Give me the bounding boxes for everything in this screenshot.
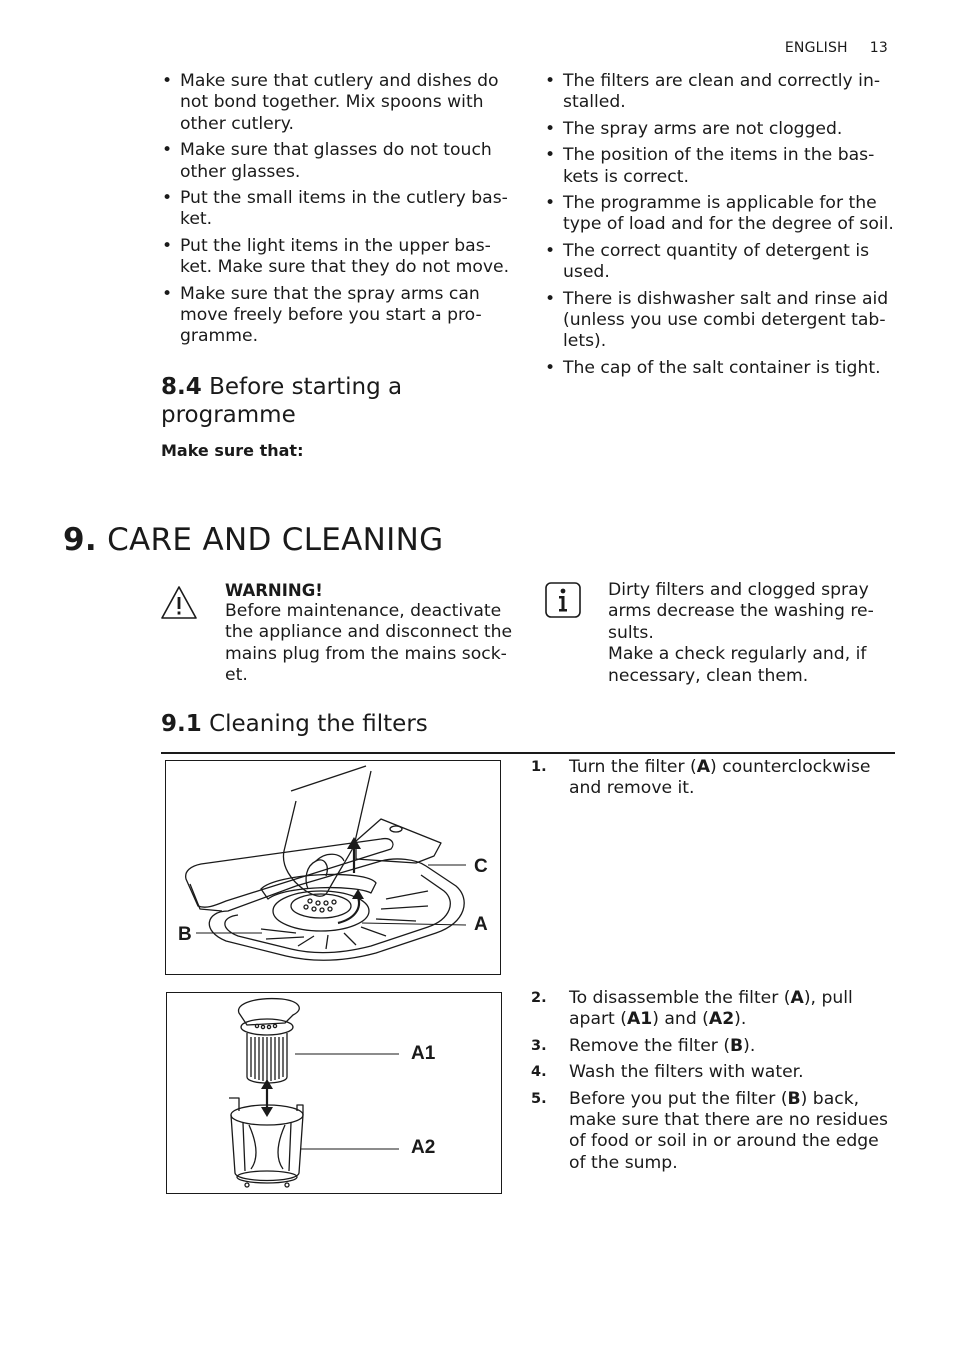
section-title: Before starting a programme [161, 374, 403, 428]
section-8-4-heading [161, 373, 501, 429]
list-item: • Put the small items in the cutlery bas- ket. [161, 188, 511, 231]
warning-text: Before maintenance, deactivate the appliance and disconnect the mains plug from the mains sock- et. [225, 601, 513, 686]
step-text: To disassemble the filter ( [569, 988, 791, 1008]
step-text: Wash the filters with water. [569, 1062, 804, 1083]
right-bullet-list [544, 71, 896, 379]
left-bullet-list [161, 71, 511, 348]
list-item: • The position of the items in the bas- kets is correct. [544, 145, 896, 188]
list-item: • The cap of the salt container is tight. [544, 358, 896, 379]
warning-icon [160, 585, 198, 621]
step-number: 2. [531, 990, 547, 1006]
label-a2: A2 [411, 1137, 436, 1158]
section-8-4-subheading: Make sure that: [161, 441, 304, 460]
step-item [531, 1036, 891, 1057]
page-number: 13 [869, 40, 888, 56]
step-number: 3. [531, 1037, 547, 1054]
step-ref: A [790, 988, 804, 1008]
step-text: ). [743, 1035, 756, 1056]
step-text: Remove the filter ( [569, 1035, 731, 1056]
chapter-title: CARE AND CLEANING [107, 522, 444, 558]
figure-filter-removal [165, 760, 501, 975]
list-item: • The filters are clean and correctly in- stalled. [544, 71, 896, 114]
step-text: ). [734, 1009, 747, 1030]
list-item: • The programme is applicable for the type of load and for the degree of soil. [544, 193, 896, 236]
label-a1: A1 [411, 1043, 436, 1064]
list-item: • There is dishwasher salt and rinse aid (unless you use combi detergent tab- lets). [544, 289, 896, 353]
list-item: • Make sure that glasses do not touch other glasses. [161, 140, 511, 183]
list-item: • The spray arms are not clogged. [544, 119, 896, 140]
step-ref: A1 [626, 1009, 653, 1030]
label-b: B [178, 924, 192, 945]
list-item: • The correct quantity of detergent is used. [544, 241, 896, 284]
chapter-number: 9. [63, 522, 97, 558]
filter-disassembly-illustration [167, 993, 501, 1193]
info-text-1: Dirty filters and clogged spray arms decrease the washing re- sults. [608, 580, 874, 643]
section-title: Cleaning the filters [209, 711, 428, 737]
step-item [531, 988, 891, 1031]
section-rule [161, 752, 895, 754]
warning-block [225, 580, 517, 687]
step-text: ), pull apart ( [569, 988, 853, 1030]
figure-filter-disassembly [166, 992, 502, 1194]
info-block [608, 580, 898, 687]
list-item: • Put the light items in the upper bas- ket. Make sure that they do not move. [161, 236, 511, 279]
step-item [531, 757, 891, 800]
step-text: Turn the filter ( [569, 757, 697, 777]
step-number: 5. [531, 1090, 547, 1107]
step-text: ) counterclockwise and remove it. [569, 757, 871, 799]
list-item: • Make sure that the spray arms can move freely before you start a pro- gramme. [161, 284, 511, 348]
warning-title: WARNING! [225, 581, 323, 600]
step-text: ) and ( [652, 1009, 709, 1030]
section-number: 8.4 [161, 374, 202, 400]
list-item: • Make sure that cutlery and dishes do not bond together. Mix spoons with other cutlery. [161, 71, 511, 135]
step-ref: A [696, 757, 711, 777]
left-bullet-list-container [161, 71, 511, 353]
chapter-heading [63, 522, 443, 558]
steps-list-1 [531, 757, 891, 805]
filter-removal-illustration [166, 761, 500, 974]
info-icon [545, 582, 581, 618]
page-header [785, 40, 888, 56]
section-9-1-heading [161, 710, 428, 738]
steps-list-2 [531, 988, 891, 1179]
label-a: A [474, 914, 488, 935]
step-ref: B [787, 1088, 801, 1109]
step-item [531, 1089, 891, 1175]
step-text: ) back, make sure that there are no residues of food or soil in or around the edge of the sump. [569, 1088, 888, 1173]
step-text: Before you put the filter ( [569, 1088, 788, 1109]
section-number: 9.1 [161, 711, 202, 737]
step-ref: A2 [708, 1009, 735, 1030]
step-ref: B [730, 1035, 744, 1056]
right-bullet-list-container [544, 71, 896, 384]
step-number: 4. [531, 1064, 547, 1081]
step-number: 1. [531, 759, 547, 775]
header-language: ENGLISH [784, 40, 848, 56]
label-c: C [474, 856, 488, 877]
info-text-2: Make a check regularly and, if necessary, clean them. [608, 644, 867, 686]
step-item [531, 1062, 891, 1083]
